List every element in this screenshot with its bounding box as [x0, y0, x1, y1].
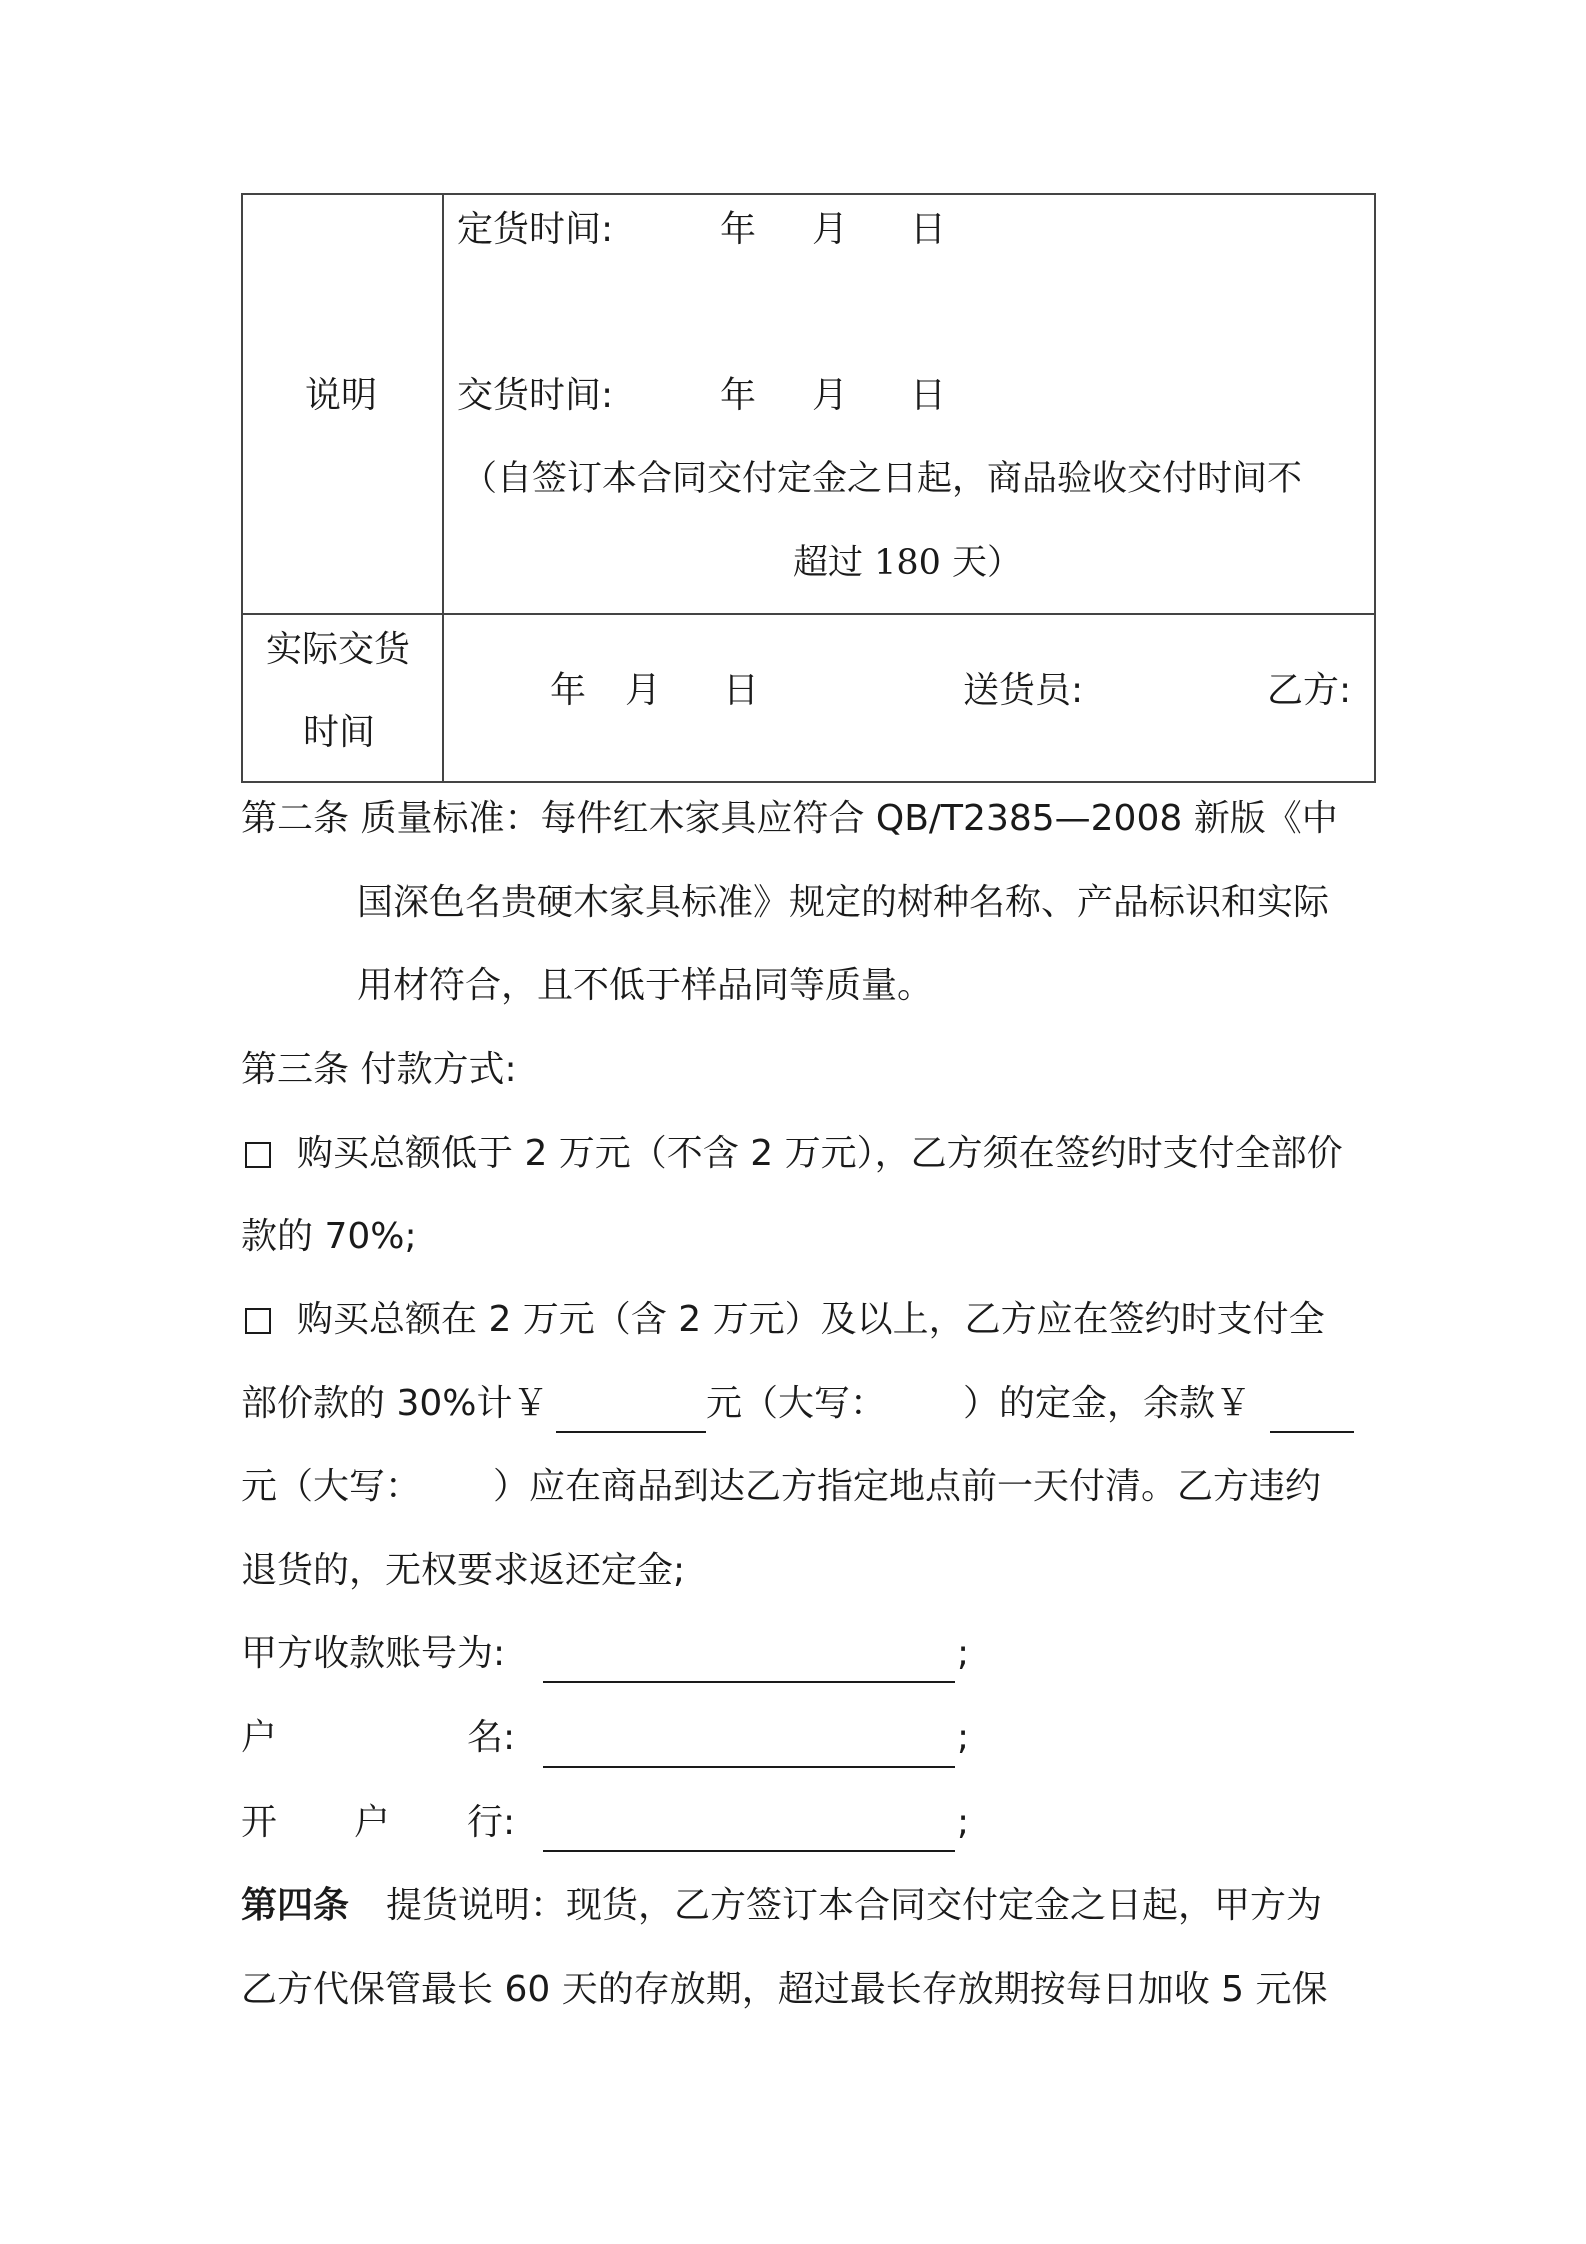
option2-checkbox[interactable]: [245, 1308, 271, 1334]
delivery-note-line1: （自签订本合同交付定金之日起，商品验收交付时间不: [462, 459, 1303, 499]
bank-label-c: 行:: [467, 1802, 516, 1843]
option2-line2-suffix: ）的定金，余款￥: [963, 1383, 1252, 1424]
option2-line3-prefix: 元（大写：: [241, 1466, 422, 1507]
deliverer-label: 送货员:: [963, 670, 1084, 711]
delivery-year: 年: [720, 375, 757, 416]
bank-label-a: 开: [241, 1802, 278, 1843]
actual-month: 月: [625, 670, 662, 711]
article4-heading: 第四条: [241, 1885, 350, 1926]
party-b-label: 乙方:: [1267, 670, 1352, 711]
delivery-month: 月: [812, 375, 849, 416]
row1-label: 说明: [305, 375, 378, 416]
balance-amount-blank[interactable]: [1270, 1431, 1354, 1433]
account-number-label: 甲方收款账号为:: [241, 1633, 506, 1674]
delivery-time-label: 交货时间:: [457, 375, 614, 416]
article2-line1: 第二条 质量标准：每件红木家具应符合 QB/T2385—2008 新版《中: [241, 798, 1338, 839]
actual-year: 年: [550, 670, 587, 711]
order-time-label: 定货时间:: [457, 209, 614, 250]
table-divider-col: [442, 193, 444, 783]
option1-line1: 购买总额低于 2 万元（不含 2 万元），乙方须在签约时支付全部价: [297, 1133, 1343, 1174]
account-name-blank[interactable]: [543, 1766, 955, 1768]
account-number-end: ;: [957, 1633, 970, 1674]
option2-line4: 退货的，无权要求返还定金;: [241, 1550, 686, 1591]
account-number-blank[interactable]: [543, 1681, 955, 1683]
order-day: 日: [910, 209, 947, 250]
article2-line2: 国深色名贵硬木家具标准》规定的树种名称、产品标识和实际: [357, 882, 1330, 923]
bank-label-b: 户: [354, 1802, 391, 1843]
order-year: 年: [720, 209, 757, 250]
row2-label-line2: 时间: [303, 712, 376, 753]
option1-line2: 款的 70%;: [241, 1216, 417, 1257]
table-border-mid: [241, 613, 1376, 615]
account-name-label-a: 户: [241, 1717, 278, 1758]
article3-title: 第三条 付款方式:: [241, 1049, 517, 1090]
article2-line3: 用材符合，且不低于样品同等质量。: [357, 965, 934, 1006]
deposit-amount-blank[interactable]: [556, 1431, 706, 1433]
option2-line2-prefix: 部价款的 30%计￥: [241, 1383, 549, 1424]
account-name-label-b: 名:: [467, 1717, 516, 1758]
delivery-day: 日: [910, 375, 947, 416]
actual-day: 日: [723, 670, 760, 711]
table-border-bottom: [241, 781, 1376, 783]
table-border-right: [1374, 193, 1376, 783]
delivery-note-line2: 超过 180 天）: [793, 543, 1023, 583]
option1-checkbox[interactable]: [245, 1142, 271, 1168]
table-border-left: [241, 193, 243, 783]
row2-label-line1: 实际交货: [266, 629, 411, 670]
table-border-top: [241, 193, 1376, 195]
account-name-end: ;: [957, 1717, 970, 1758]
option2-line3-rest: ）应在商品到达乙方指定地点前一天付清。乙方违约: [493, 1466, 1322, 1507]
bank-blank[interactable]: [543, 1850, 955, 1852]
order-month: 月: [812, 209, 849, 250]
article4-line2: 乙方代保管最长 60 天的存放期，超过最长存放期按每日加收 5 元保: [241, 1969, 1328, 2010]
option2-line2-uppercase: 元（大写：: [706, 1383, 887, 1424]
option2-line1: 购买总额在 2 万元（含 2 万元）及以上，乙方应在签约时支付全: [297, 1299, 1325, 1340]
article4-line1: 提货说明：现货，乙方签订本合同交付定金之日起，甲方为: [386, 1885, 1323, 1926]
bank-end: ;: [957, 1802, 970, 1843]
